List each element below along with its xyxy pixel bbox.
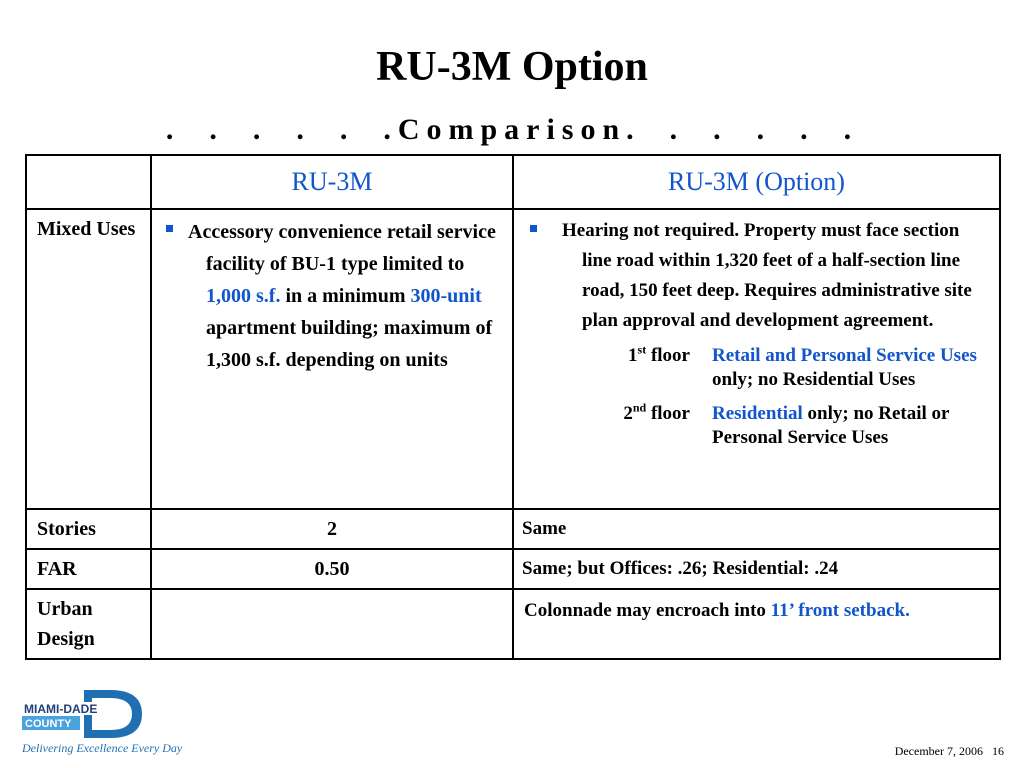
floor-1-suffix: st	[637, 342, 647, 357]
comparison-table	[25, 154, 1001, 660]
mixed-option-text: Hearing not required. Property must face section line road within 1,320 feet of a half-section line road, 150 feet deep. Requires administrative site plan approval and development agreement.	[562, 220, 972, 331]
cell-far-option: Same; but Offices: .26; Residential: .24	[513, 549, 1000, 589]
floor-2-suffix: nd	[632, 400, 647, 415]
floor-1-word: floor	[646, 345, 690, 366]
row-label-urban-design: Urban Design	[26, 589, 151, 659]
floor-1-highlight: Retail and Personal Service Uses	[712, 345, 977, 366]
floor-1-desc	[712, 344, 991, 392]
footer-date: December 7, 2006	[894, 744, 983, 758]
table-row-far	[26, 549, 1000, 589]
header-ru3m-option: RU-3M (Option)	[513, 155, 1000, 209]
logo-line1: MIAMI-DADE	[24, 702, 98, 716]
floor-2-row	[530, 402, 991, 450]
logo-d-icon	[22, 688, 202, 758]
page-number: 16	[992, 744, 1004, 758]
cell-far-ru3m: 0.50	[151, 549, 513, 589]
row-label-far: FAR	[26, 549, 151, 589]
miami-dade-county-logo	[22, 688, 202, 758]
bullet-icon	[530, 225, 537, 232]
floor-1-number: 1	[628, 345, 638, 366]
floor-2-highlight: Residential	[712, 403, 803, 424]
mixed-ru3m-part3: apartment building; maximum of 1,300 s.f. depending on units	[206, 317, 493, 371]
header-ru3m: RU-3M	[151, 155, 513, 209]
mixed-ru3m-part2: in a minimum	[280, 285, 411, 307]
floor-2-rest: only; no Retail or Personal Service Uses	[712, 403, 950, 448]
table-row-urban-design	[26, 589, 1000, 659]
header-empty-cell	[26, 155, 151, 209]
bullet-icon	[166, 225, 173, 232]
urban-option-highlight: 11’ front setback.	[770, 600, 910, 621]
table-row-stories	[26, 509, 1000, 549]
logo-line2: COUNTY	[25, 718, 72, 730]
cell-mixed-option	[513, 209, 1000, 509]
floor-1-label	[530, 344, 712, 392]
slide-subtitle: . . . . . .Comparison. . . . . .	[165, 113, 859, 146]
urban-option-text: Colonnade may encroach into	[524, 600, 771, 621]
cell-stories-option: Same	[513, 509, 1000, 549]
slide-footer	[895, 744, 1004, 759]
cell-mixed-ru3m	[151, 209, 513, 509]
cell-urban-ru3m	[151, 589, 513, 659]
mixed-ru3m-part1: Accessory convenience retail service facility of BU-1 type limited to	[188, 221, 496, 275]
floor-1-row	[530, 344, 991, 392]
mixed-ru3m-highlight-area: 1,000 s.f.	[206, 285, 281, 307]
floor-2-number: 2	[623, 403, 633, 424]
logo-tagline: Delivering Excellence Every Day	[22, 741, 183, 755]
table-row-mixed-uses	[26, 209, 1000, 509]
mixed-ru3m-text	[168, 216, 504, 376]
slide-title: RU-3M Option	[376, 44, 648, 90]
floor-2-word: floor	[646, 403, 690, 424]
table-header-row	[26, 155, 1000, 209]
cell-stories-ru3m: 2	[151, 509, 513, 549]
floor-2-desc	[712, 402, 991, 450]
floor-2-label	[530, 402, 712, 450]
floor-1-rest: only; no Residential Uses	[712, 369, 916, 390]
row-label-stories: Stories	[26, 509, 151, 549]
row-label-mixed-uses: Mixed Uses	[26, 209, 151, 509]
mixed-ru3m-highlight-units: 300-unit	[410, 285, 482, 307]
cell-urban-option	[513, 589, 1000, 659]
